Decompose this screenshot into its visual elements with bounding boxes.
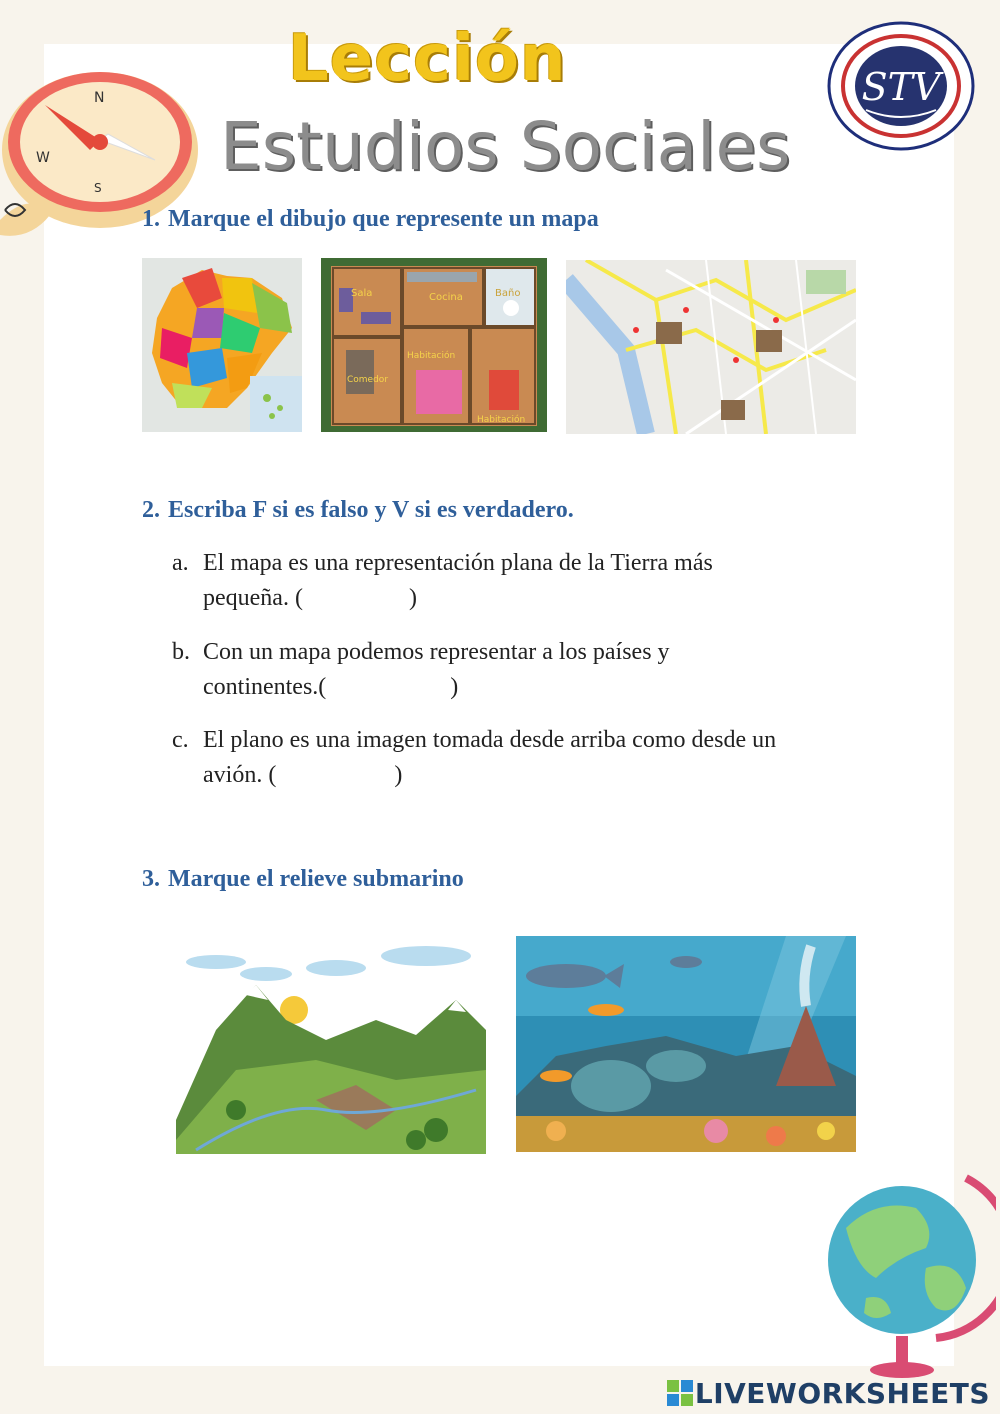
watermark-text: LIVEWORKSHEETS: [694, 1377, 990, 1410]
globe-icon: [816, 1168, 996, 1383]
floor-plan-label-cocina: Cocina: [429, 292, 463, 303]
statement-b-line-1: Con un mapa podemos representar a los países y: [203, 639, 670, 665]
subject-title: Estudios Sociales: [220, 108, 791, 185]
house-floor-plan-icon: [321, 258, 547, 432]
statement-b-letter: b.: [172, 639, 190, 665]
statement-a: [172, 546, 862, 616]
floor-plan-label-comedor: Comedor: [347, 375, 389, 385]
relief-option-underwater[interactable]: [516, 936, 856, 1152]
question-2-text: Escriba F si es falso y V si es verdadero.: [168, 497, 574, 523]
svg-text:W: W: [36, 150, 50, 166]
question-3-text: Marque el relieve submarino: [168, 866, 464, 892]
statement-c-line-1: El plano es una imagen tomada desde arriba como desde un: [203, 727, 777, 753]
map-option-city[interactable]: [566, 260, 856, 434]
map-option-ecuador[interactable]: [142, 258, 302, 432]
liveworksheets-logo-icon: [667, 1380, 693, 1406]
underwater-relief-icon: [516, 936, 856, 1152]
floor-plan-label-sala: Sala: [351, 288, 373, 299]
map-option-floor-plan[interactable]: [321, 258, 547, 432]
statement-c: [172, 723, 862, 793]
city-street-map-icon: [566, 260, 856, 434]
statement-a-close: ): [408, 585, 417, 611]
floor-plan-label-bano: Baño: [495, 288, 521, 299]
question-1-number: 1.: [142, 206, 160, 232]
statement-b-line-2: continentes.(: [203, 674, 327, 700]
floor-plan-label-habitacion-2: Habitación: [477, 415, 526, 425]
question-3-number: 3.: [142, 866, 160, 892]
question-1: [142, 206, 599, 233]
floor-plan-label-habitacion-1: Habitación: [407, 351, 456, 361]
statement-a-line-2: pequeña. (: [203, 585, 303, 611]
statement-a-line-1: El mapa es una representación plana de la Tierra más: [203, 550, 713, 576]
svg-text:N: N: [94, 90, 105, 106]
lesson-title: Lección: [288, 22, 567, 96]
relief-option-landscape[interactable]: [176, 940, 486, 1154]
statement-a-letter: a.: [172, 550, 189, 576]
svg-text:S: S: [94, 181, 102, 195]
school-logo: [826, 20, 976, 152]
question-3: [142, 866, 464, 893]
ecuador-province-map-icon: [142, 258, 302, 432]
question-2: [142, 497, 574, 524]
statement-c-line-2: avión. (: [203, 762, 277, 788]
statement-c-close: ): [394, 762, 403, 788]
question-1-text: Marque el dibujo que represente un mapa: [168, 206, 599, 232]
statement-b: [172, 635, 862, 705]
question-2-number: 2.: [142, 497, 160, 523]
logo-monogram: STV: [861, 65, 941, 109]
mountain-landscape-icon: [176, 940, 486, 1154]
statement-c-letter: c.: [172, 727, 189, 753]
statement-b-close: ): [450, 674, 459, 700]
liveworksheets-watermark: [667, 1377, 990, 1410]
